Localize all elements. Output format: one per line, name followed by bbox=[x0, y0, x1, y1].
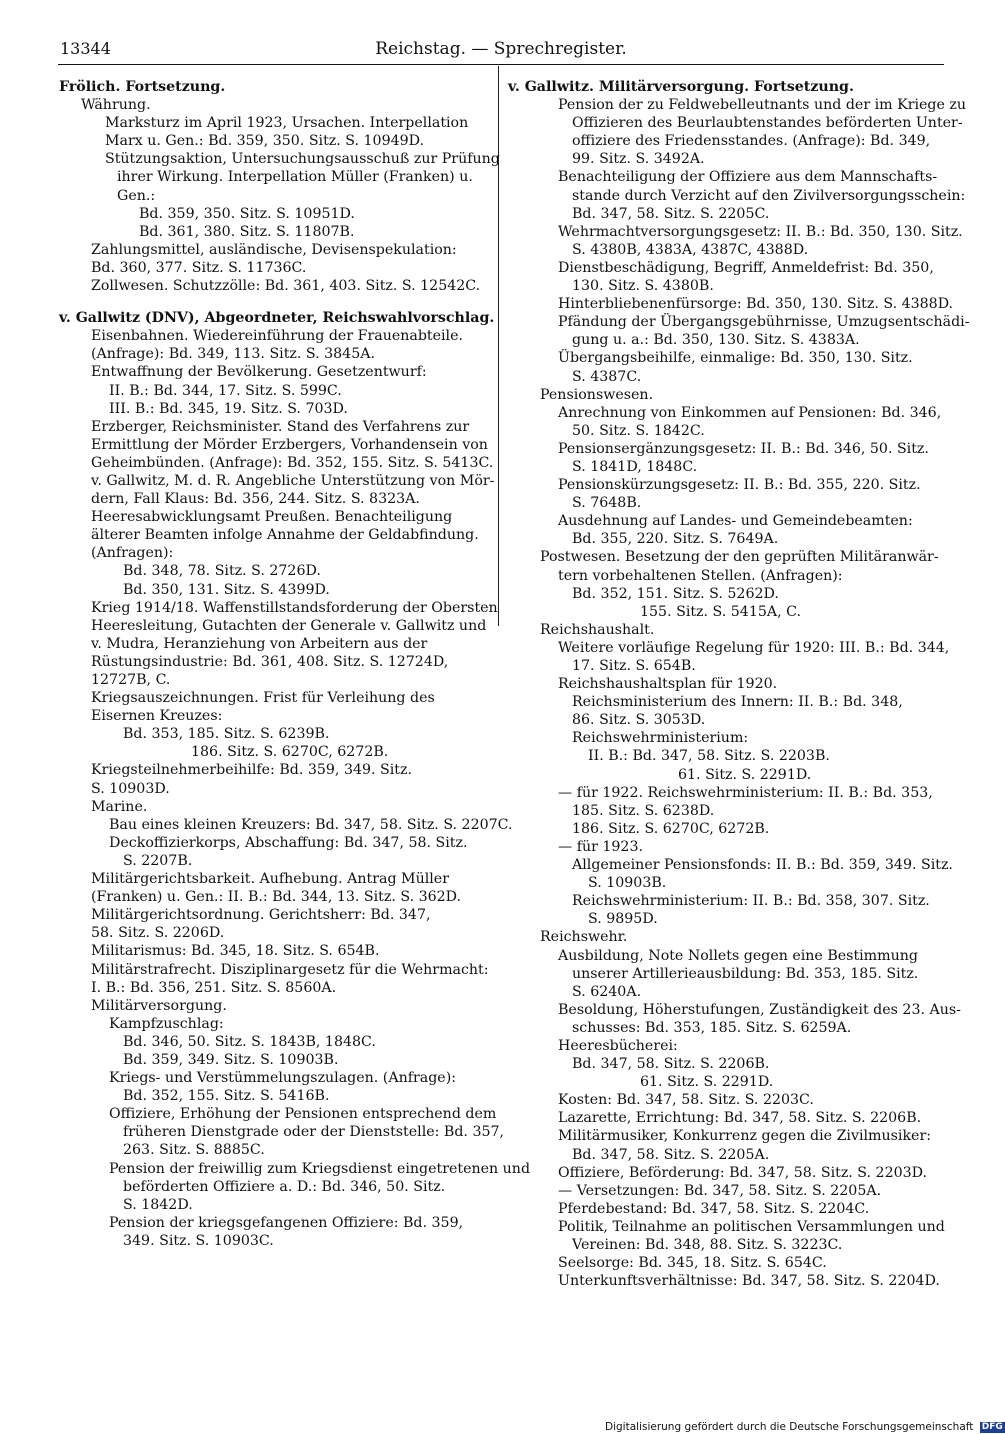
index-line: S. 6240A. bbox=[572, 983, 642, 1000]
index-line: ihrer Wirkung. Interpellation Müller (Franken) u. bbox=[117, 169, 473, 186]
index-line: Politik, Teilnahme an politischen Versammlungen und bbox=[558, 1218, 945, 1235]
index-line: stande durch Verzicht auf den Zivilversorgungsschein: bbox=[572, 187, 966, 204]
index-line: Anrechnung von Einkommen auf Pensionen: Bd. 346, bbox=[558, 404, 942, 421]
index-line: Vereinen: Bd. 348, 88. Sitz. S. 3223C. bbox=[572, 1237, 843, 1253]
index-line: S. 4387C. bbox=[572, 368, 642, 385]
index-line: Allgemeiner Pensionsfonds: II. B.: Bd. 359, 349. Sitz. bbox=[572, 857, 953, 874]
index-line: Seelsorge: Bd. 345, 18. Sitz. S. 654C. bbox=[558, 1255, 827, 1272]
index-line: Reichsministerium des Innern: II. B.: Bd. 348, bbox=[572, 694, 903, 711]
index-line: beförderten Offiziere a. D.: Bd. 346, 50. Sitz. bbox=[123, 1178, 446, 1195]
index-line: Bd. 350, 131. Sitz. S. 4399D. bbox=[123, 581, 330, 598]
index-line: Militarismus: Bd. 345, 18. Sitz. S. 654B. bbox=[91, 943, 380, 960]
entry-spacer bbox=[59, 295, 489, 309]
index-line: Bd. 347, 58. Sitz. S. 2205A. bbox=[572, 1146, 770, 1163]
index-line: Rüstungsindustrie: Bd. 361, 408. Sitz. S. 12724D, bbox=[91, 653, 449, 670]
index-line: 12727B, C. bbox=[91, 672, 171, 688]
index-line: Bd. 348, 78. Sitz. S. 2726D. bbox=[123, 563, 321, 580]
index-line: (Anfragen): bbox=[91, 545, 174, 562]
index-line: Entwaffnung der Bevölkerung. Gesetzentwurf: bbox=[91, 364, 427, 381]
index-line: — Versetzungen: Bd. 347, 58. Sitz. S. 2205A. bbox=[558, 1182, 882, 1199]
index-line: III. B.: Bd. 345, 19. Sitz. S. 703D. bbox=[109, 400, 348, 417]
index-line: Hinterbliebenenfürsorge: Bd. 350, 130. Sitz. S. 4388D. bbox=[558, 296, 954, 313]
index-line: 130. Sitz. S. 4380B. bbox=[572, 278, 714, 295]
index-line: älterer Beamten infolge Annahme der Geldabfindung. bbox=[91, 527, 479, 544]
index-line: 50. Sitz. S. 1842C. bbox=[572, 422, 705, 439]
index-line: offiziere des Friedensstandes. (Anfrage): Bd. 349, bbox=[572, 133, 931, 150]
index-line: v. Mudra, Heranziehung von Arbeitern aus der bbox=[91, 635, 428, 652]
index-line: dern, Fall Klaus: Bd. 356, 244. Sitz. S. 8323A. bbox=[91, 491, 420, 508]
index-line: 58. Sitz. S. 2206D. bbox=[91, 925, 225, 942]
index-line: Eisernen Kreuzes: bbox=[91, 708, 223, 725]
index-line: Bd. 361, 380. Sitz. S. 11807B. bbox=[139, 223, 355, 240]
index-line: tern vorbehaltenen Stellen. (Anfragen): bbox=[558, 567, 843, 584]
index-line: Kriegsteilnehmerbeihilfe: Bd. 359, 349. Sitz. bbox=[91, 762, 412, 779]
index-line: Pferdebestand: Bd. 347, 58. Sitz. S. 2204C. bbox=[558, 1200, 870, 1217]
index-line: 349. Sitz. S. 10903C. bbox=[123, 1232, 274, 1249]
index-line: Militärgerichtsbarkeit. Aufhebung. Antrag Müller bbox=[91, 871, 449, 888]
entry-heading: v. Gallwitz (DNV), Abgeordneter, Reichswahlvorschlag. bbox=[59, 310, 495, 327]
index-line: Kriegs- und Verstümmelungszulagen. (Anfrage): bbox=[109, 1070, 457, 1087]
index-line: S. 9895D. bbox=[588, 911, 658, 928]
index-line: früheren Dienstgrade oder der Dienststelle: Bd. 357, bbox=[123, 1124, 505, 1141]
index-line: Militärgerichtsordnung. Gerichtsherr: Bd. 347, bbox=[91, 907, 431, 924]
index-line: Ermittlung der Mörder Erzbergers, Vorhandensein von bbox=[91, 436, 488, 453]
index-line: Militärstrafrecht. Disziplinargesetz für die Wehrmacht: bbox=[91, 961, 489, 978]
index-line: Reichswehrministerium: II. B.: Bd. 358, 307. Sitz. bbox=[572, 893, 930, 910]
index-line: Bd. 346, 50. Sitz. S. 1843B, 1848C. bbox=[123, 1033, 376, 1050]
entry-heading: v. Gallwitz. Militärversorgung. Fortsetzung. bbox=[508, 79, 854, 95]
index-line: Besoldung, Höherstufungen, Zuständigkeit des 23. Aus- bbox=[558, 1001, 961, 1018]
index-line: I. B.: Bd. 356, 251. Sitz. S. 8560A. bbox=[91, 979, 337, 996]
index-line: — für 1922. Reichswehrministerium: II. B.: Bd. 353, bbox=[558, 784, 933, 801]
index-line: Bd. 360, 377. Sitz. S. 11736C. bbox=[91, 259, 307, 276]
footer-text: Digitalisierung gefördert durch die Deutsche Forschungsgemeinschaft bbox=[605, 1421, 974, 1433]
index-line: v. Gallwitz, M. d. R. Angebliche Unterstützung von Mör- bbox=[91, 472, 495, 489]
index-line: Kampfzuschlag: bbox=[109, 1015, 224, 1032]
index-line: Benachteiligung der Offiziere aus dem Mannschafts- bbox=[558, 169, 938, 186]
index-line: — für 1923. bbox=[558, 838, 643, 855]
index-line: Pensionskürzungsgesetz: II. B.: Bd. 355, 220. Sitz. bbox=[558, 477, 921, 494]
page-number: 13344 bbox=[60, 39, 111, 58]
index-line: Unterkunftsverhältnisse: Bd. 347, 58. Sitz. S. 2204D. bbox=[558, 1273, 940, 1290]
index-line: Bd. 353, 185. Sitz. S. 6239B. bbox=[123, 726, 330, 743]
running-title: Reichstag. — Sprechregister. bbox=[375, 39, 627, 59]
index-line: Zahlungsmittel, ausländische, Devisenspekulation: bbox=[91, 241, 457, 258]
index-line: 86. Sitz. S. 3053D. bbox=[572, 712, 706, 729]
index-line: Bd. 352, 155. Sitz. S. 5416B. bbox=[123, 1088, 330, 1105]
index-line: Krieg 1914/18. Waffenstillstandsforderung der Obersten bbox=[91, 599, 498, 616]
index-line: Pension der freiwillig zum Kriegsdienst eingetretenen und bbox=[109, 1160, 531, 1177]
index-line: Militärversorgung. bbox=[91, 997, 227, 1014]
index-line: Offizieren des Beurlaubtenstandes beförderten Unter- bbox=[572, 115, 963, 132]
index-line: Kriegsauszeichnungen. Frist für Verleihung des bbox=[91, 690, 435, 707]
index-line: 61. Sitz. S. 2291D. bbox=[678, 766, 812, 783]
index-line: 263. Sitz. S. 8885C. bbox=[123, 1142, 265, 1159]
index-line: S. 10903D. bbox=[91, 780, 170, 797]
index-line: Offiziere, Beförderung: Bd. 347, 58. Sitz. S. 2203D. bbox=[558, 1164, 928, 1181]
index-line: Stützungsaktion, Untersuchungsausschuß zur Prüfung bbox=[105, 151, 500, 168]
index-line: Wehrmachtversorgungsgesetz: II. B.: Bd. 350, 130. Sitz. bbox=[558, 223, 963, 240]
index-line: gung u. a.: Bd. 350, 130. Sitz. S. 4383A. bbox=[572, 332, 860, 349]
index-line: 61. Sitz. S. 2291D. bbox=[640, 1074, 774, 1091]
index-line: (Anfrage): Bd. 349, 113. Sitz. S. 3845A. bbox=[91, 346, 375, 363]
index-line: 186. Sitz. S. 6270C, 6272B. bbox=[572, 820, 770, 837]
index-line: 99. Sitz. S. 3492A. bbox=[572, 151, 705, 168]
index-line: Reichshaushalt. bbox=[540, 621, 655, 638]
index-line: II. B.: Bd. 347, 58. Sitz. S. 2203B. bbox=[588, 748, 830, 765]
entry-heading: Frölich. Fortsetzung. bbox=[59, 79, 226, 95]
dfg-logo: DFG bbox=[981, 1422, 1003, 1432]
index-line: S. 2207B. bbox=[123, 852, 193, 869]
index-line: Geheimbünden. (Anfrage): Bd. 352, 155. Sitz. S. 5413C. bbox=[91, 454, 494, 471]
index-line: S. 1841D, 1848C. bbox=[572, 458, 698, 475]
index-line: Marx u. Gen.: Bd. 359, 350. Sitz. S. 10949D. bbox=[105, 133, 425, 150]
index-line: Dienstbeschädigung, Begriff, Anmeldefrist: Bd. 350, bbox=[558, 259, 934, 276]
index-line: Deckoffizierkorps, Abschaffung: Bd. 347, 58. Sitz. bbox=[109, 834, 468, 851]
index-line: unserer Artillerieausbildung: Bd. 353, 185. Sitz. bbox=[572, 965, 919, 982]
index-line: 155. Sitz. S. 5415A, C. bbox=[640, 603, 802, 620]
index-line: Eisenbahnen. Wiedereinführung der Frauenabteile. bbox=[91, 328, 463, 345]
index-line: Kosten: Bd. 347, 58. Sitz. S. 2203C. bbox=[558, 1092, 814, 1109]
right-column bbox=[508, 78, 970, 1290]
index-line: Reichshaushaltsplan für 1920. bbox=[558, 676, 778, 693]
index-line: Heeresabwicklungsamt Preußen. Benachteiligung bbox=[91, 509, 453, 526]
index-line: Heeresleitung, Gutachten der Generale v. Gallwitz und bbox=[91, 617, 487, 634]
index-line: Gen.: bbox=[117, 187, 156, 204]
index-line: Lazarette, Errichtung: Bd. 347, 58. Sitz. S. 2206B. bbox=[558, 1110, 922, 1127]
index-line: schusses: Bd. 353, 185. Sitz. S. 6259A. bbox=[572, 1019, 852, 1036]
index-line: Weitere vorläufige Regelung für 1920: III. B.: Bd. 344, bbox=[558, 639, 950, 656]
index-line: Bd. 359, 350. Sitz. S. 10951D. bbox=[139, 205, 355, 222]
footer-credit bbox=[605, 1420, 1003, 1434]
index-line: Offiziere, Erhöhung der Pensionen entsprechend dem bbox=[109, 1106, 497, 1123]
index-line: S. 1842D. bbox=[123, 1196, 193, 1213]
index-line: Marksturz im April 1923, Ursachen. Interpellation bbox=[105, 115, 469, 132]
index-line: Militärmusiker, Konkurrenz gegen die Zivilmusiker: bbox=[558, 1128, 932, 1145]
index-line: Pensionsergänzungsgesetz: II. B.: Bd. 346, 50. Sitz. bbox=[558, 440, 929, 457]
index-line: 185. Sitz. S. 6238D. bbox=[572, 802, 715, 819]
index-line: Ausbildung, Note Nollets gegen eine Bestimmung bbox=[558, 947, 918, 964]
index-line: Übergangsbeihilfe, einmalige: Bd. 350, 130. Sitz. bbox=[558, 350, 913, 367]
index-line: Reichswehrministerium: bbox=[572, 730, 749, 747]
index-line: 186. Sitz. S. 6270C, 6272B. bbox=[191, 744, 389, 761]
index-line: Bd. 347, 58. Sitz. S. 2205C. bbox=[572, 205, 770, 222]
index-line: Pensionswesen. bbox=[540, 386, 654, 403]
index-line: Postwesen. Besetzung der den geprüften Militäranwär- bbox=[540, 549, 939, 566]
index-line: Währung. bbox=[81, 97, 151, 114]
index-line: Pfändung der Übergangsgebührnisse, Umzugsentschädi- bbox=[558, 314, 970, 331]
index-line: Bd. 352, 151. Sitz. S. 5262D. bbox=[572, 585, 779, 602]
index-line: II. B.: Bd. 344, 17. Sitz. S. 599C. bbox=[109, 382, 342, 399]
index-line: Reichswehr. bbox=[540, 929, 628, 946]
index-line: S. 7648B. bbox=[572, 495, 642, 512]
index-line: Heeresbücherei: bbox=[558, 1037, 678, 1054]
index-line: Zollwesen. Schutzzölle: Bd. 361, 403. Sitz. S. 12542C. bbox=[91, 278, 481, 295]
index-line: 17. Sitz. S. 654B. bbox=[572, 658, 696, 674]
index-line: Erzberger, Reichsminister. Stand des Verfahrens zur bbox=[91, 418, 470, 435]
index-line: (Franken) u. Gen.: II. B.: Bd. 344, 13. Sitz. S. 362D. bbox=[91, 889, 462, 906]
index-line: Pension der zu Feldwebelleutnants und der im Kriege zu bbox=[558, 97, 967, 114]
index-line: Bd. 355, 220. Sitz. S. 7649A. bbox=[572, 531, 779, 548]
index-line: Bd. 347, 58. Sitz. S. 2206B. bbox=[572, 1056, 770, 1073]
page-header bbox=[58, 36, 944, 65]
index-line: Pension der kriegsgefangenen Offiziere: Bd. 359, bbox=[109, 1214, 464, 1231]
index-line: S. 4380B, 4383A, 4387C, 4388D. bbox=[572, 241, 809, 258]
index-line: S. 10903B. bbox=[588, 875, 667, 892]
index-line: Marine. bbox=[91, 798, 148, 815]
index-line: Bau eines kleinen Kreuzers: Bd. 347, 58. Sitz. S. 2207C. bbox=[109, 816, 513, 833]
index-line: Ausdehnung auf Landes- und Gemeindebeamten: bbox=[558, 513, 913, 530]
index-line: Bd. 359, 349. Sitz. S. 10903B. bbox=[123, 1051, 339, 1068]
left-column bbox=[59, 78, 531, 1250]
